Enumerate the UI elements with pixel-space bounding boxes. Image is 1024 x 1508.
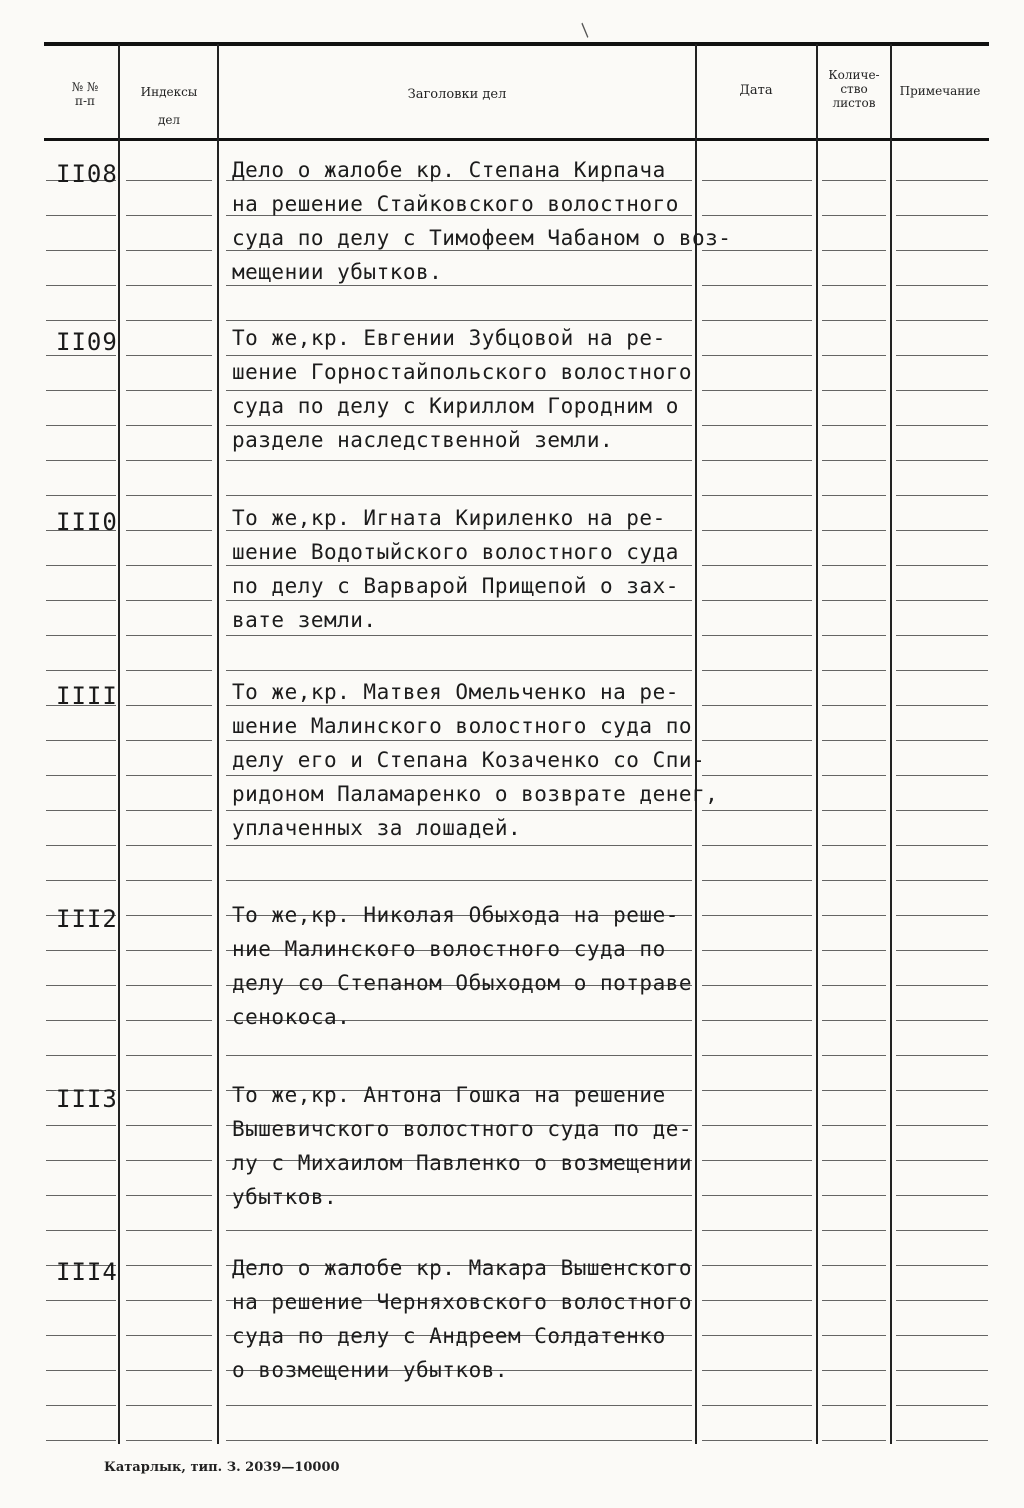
form-ruling bbox=[896, 810, 988, 811]
form-ruling bbox=[126, 1265, 212, 1266]
form-ruling bbox=[896, 425, 988, 426]
form-ruling bbox=[896, 285, 988, 286]
form-ruling bbox=[702, 1055, 812, 1056]
printer-imprint: Катарлык, тип. З. 2039—10000 bbox=[104, 1460, 340, 1475]
form-ruling bbox=[226, 1405, 692, 1406]
form-ruling bbox=[46, 740, 116, 741]
form-ruling bbox=[822, 285, 886, 286]
header-col-notes: Примечание bbox=[899, 84, 981, 98]
form-ruling bbox=[896, 1405, 988, 1406]
form-ruling bbox=[126, 320, 212, 321]
case-title-line: шение Водотыйского волостного суда bbox=[232, 540, 679, 564]
form-ruling bbox=[226, 460, 692, 461]
form-ruling bbox=[702, 495, 812, 496]
form-ruling bbox=[126, 390, 212, 391]
form-ruling bbox=[822, 530, 886, 531]
form-ruling bbox=[896, 985, 988, 986]
form-ruling bbox=[822, 425, 886, 426]
form-ruling bbox=[896, 530, 988, 531]
form-ruling bbox=[702, 390, 812, 391]
form-ruling bbox=[126, 1195, 212, 1196]
form-ruling bbox=[822, 1300, 886, 1301]
case-number: III2 bbox=[56, 905, 118, 933]
form-ruling bbox=[822, 950, 886, 951]
form-ruling bbox=[896, 355, 988, 356]
form-ruling bbox=[822, 1440, 886, 1441]
form-ruling bbox=[226, 810, 692, 811]
form-ruling bbox=[126, 740, 212, 741]
form-ruling bbox=[46, 775, 116, 776]
form-ruling bbox=[822, 880, 886, 881]
form-ruling bbox=[822, 1160, 886, 1161]
form-ruling bbox=[46, 285, 116, 286]
header-col-sheets: Количе- ство листов bbox=[828, 68, 880, 110]
form-ruling bbox=[702, 1090, 812, 1091]
form-ruling bbox=[226, 250, 692, 251]
form-ruling bbox=[126, 355, 212, 356]
form-ruling bbox=[896, 705, 988, 706]
form-ruling bbox=[46, 1230, 116, 1231]
form-ruling bbox=[822, 1125, 886, 1126]
case-number: IIII bbox=[56, 682, 118, 710]
case-number: III3 bbox=[56, 1085, 118, 1113]
form-ruling bbox=[896, 1265, 988, 1266]
form-ruling bbox=[702, 1195, 812, 1196]
form-ruling bbox=[896, 1230, 988, 1231]
case-title-line: суда по делу с Тимофеем Чабаном о воз- bbox=[232, 226, 732, 250]
case-title-line: о возмещении убытков. bbox=[232, 1358, 509, 1382]
corner-mark: / bbox=[575, 20, 595, 41]
case-title-line: разделе наследственной земли. bbox=[232, 428, 614, 452]
form-ruling bbox=[226, 670, 692, 671]
case-title-line: на решение Черняховского волостного bbox=[232, 1290, 693, 1314]
form-ruling bbox=[226, 775, 692, 776]
case-title-line: То же,кр. Евгении Зубцовой на ре- bbox=[232, 326, 666, 350]
form-ruling bbox=[126, 215, 212, 216]
form-ruling bbox=[822, 1020, 886, 1021]
form-ruling bbox=[896, 1020, 988, 1021]
form-ruling bbox=[896, 1300, 988, 1301]
form-ruling bbox=[126, 600, 212, 601]
form-ruling bbox=[46, 950, 116, 951]
form-ruling bbox=[702, 705, 812, 706]
form-ruling bbox=[226, 1440, 692, 1441]
case-title-line: То же,кр. Матвея Омельченко на ре- bbox=[232, 680, 679, 704]
form-ruling bbox=[702, 285, 812, 286]
case-title-line: шение Горностайпольского волостного bbox=[232, 360, 693, 384]
form-ruling bbox=[896, 845, 988, 846]
form-ruling bbox=[46, 1020, 116, 1021]
form-ruling bbox=[896, 600, 988, 601]
case-title-line: Дело о жалобе кр. Макара Вышенского bbox=[232, 1256, 693, 1280]
form-ruling bbox=[896, 670, 988, 671]
form-ruling bbox=[126, 425, 212, 426]
form-ruling bbox=[822, 705, 886, 706]
form-ruling bbox=[126, 1020, 212, 1021]
case-title-line: ние Малинского волостного суда по bbox=[232, 937, 666, 961]
form-ruling bbox=[896, 1195, 988, 1196]
form-ruling bbox=[226, 495, 692, 496]
form-ruling bbox=[126, 460, 212, 461]
form-ruling bbox=[46, 460, 116, 461]
form-ruling bbox=[896, 1440, 988, 1441]
form-ruling bbox=[822, 495, 886, 496]
form-ruling bbox=[226, 320, 692, 321]
form-ruling bbox=[46, 635, 116, 636]
form-ruling bbox=[702, 1125, 812, 1126]
form-ruling bbox=[822, 915, 886, 916]
header-col-num: № № п-п bbox=[71, 80, 99, 108]
form-ruling bbox=[896, 460, 988, 461]
divider-num bbox=[118, 44, 120, 1444]
form-ruling bbox=[126, 915, 212, 916]
form-ruling bbox=[896, 915, 988, 916]
top-rule bbox=[44, 42, 989, 46]
form-ruling bbox=[702, 985, 812, 986]
form-ruling bbox=[896, 775, 988, 776]
form-ruling bbox=[822, 845, 886, 846]
form-ruling bbox=[226, 635, 692, 636]
form-ruling bbox=[226, 425, 692, 426]
form-ruling bbox=[46, 1405, 116, 1406]
form-ruling bbox=[46, 985, 116, 986]
form-ruling bbox=[226, 390, 692, 391]
form-ruling bbox=[46, 425, 116, 426]
form-ruling bbox=[822, 390, 886, 391]
form-ruling bbox=[126, 1160, 212, 1161]
form-ruling bbox=[896, 250, 988, 251]
form-ruling bbox=[702, 810, 812, 811]
form-ruling bbox=[126, 985, 212, 986]
form-ruling bbox=[702, 600, 812, 601]
form-ruling bbox=[822, 810, 886, 811]
form-ruling bbox=[126, 1370, 212, 1371]
form-ruling bbox=[822, 180, 886, 181]
form-ruling bbox=[46, 845, 116, 846]
form-ruling bbox=[126, 1440, 212, 1441]
form-ruling bbox=[126, 250, 212, 251]
case-title-line: Вышевичского волостного суда по де- bbox=[232, 1117, 693, 1141]
form-ruling bbox=[822, 635, 886, 636]
form-ruling bbox=[126, 810, 212, 811]
form-ruling bbox=[702, 1440, 812, 1441]
form-ruling bbox=[126, 705, 212, 706]
form-ruling bbox=[226, 1055, 692, 1056]
header-rule bbox=[44, 138, 989, 141]
form-ruling bbox=[822, 320, 886, 321]
form-ruling bbox=[126, 1335, 212, 1336]
form-ruling bbox=[822, 1230, 886, 1231]
form-ruling bbox=[896, 180, 988, 181]
form-ruling bbox=[126, 950, 212, 951]
form-ruling bbox=[46, 390, 116, 391]
form-ruling bbox=[226, 880, 692, 881]
case-title-line: То же,кр. Игната Кириленко на ре- bbox=[232, 506, 666, 530]
header-col-titles: Заголовки дел bbox=[407, 87, 507, 102]
form-ruling bbox=[126, 1055, 212, 1056]
case-title-line: уплаченных за лошадей. bbox=[232, 816, 522, 840]
form-ruling bbox=[46, 250, 116, 251]
form-ruling bbox=[896, 565, 988, 566]
form-ruling bbox=[126, 775, 212, 776]
form-ruling bbox=[126, 880, 212, 881]
form-ruling bbox=[226, 1230, 692, 1231]
form-ruling bbox=[896, 1370, 988, 1371]
form-ruling bbox=[226, 530, 692, 531]
form-ruling bbox=[46, 670, 116, 671]
form-ruling bbox=[822, 1370, 886, 1371]
form-ruling bbox=[702, 915, 812, 916]
form-ruling bbox=[702, 635, 812, 636]
form-ruling bbox=[126, 1300, 212, 1301]
form-ruling bbox=[822, 460, 886, 461]
form-ruling bbox=[702, 845, 812, 846]
case-title-line: лу с Михаилом Павленко о возмещении bbox=[232, 1151, 693, 1175]
case-title-line: ридоном Паламаренко о возврате денег, bbox=[232, 782, 719, 806]
case-title-line: делу со Степаном Обыходом о потраве bbox=[232, 971, 693, 995]
form-ruling bbox=[702, 250, 812, 251]
form-ruling bbox=[46, 1195, 116, 1196]
case-title-line: вате земли. bbox=[232, 608, 377, 632]
case-title-line: суда по делу с Андреем Солдатенко bbox=[232, 1324, 666, 1348]
case-title-line: суда по делу с Кириллом Городним о bbox=[232, 394, 679, 418]
form-ruling bbox=[46, 1370, 116, 1371]
form-ruling bbox=[226, 600, 692, 601]
case-title-line: на решение Стайковского волостного bbox=[232, 192, 679, 216]
header-col-index: Индексы дел bbox=[140, 85, 198, 127]
form-ruling bbox=[126, 530, 212, 531]
divider-titles bbox=[695, 44, 697, 1444]
form-ruling bbox=[46, 1125, 116, 1126]
form-ruling bbox=[896, 215, 988, 216]
form-ruling bbox=[702, 530, 812, 531]
form-ruling bbox=[226, 355, 692, 356]
form-ruling bbox=[822, 565, 886, 566]
form-ruling bbox=[126, 565, 212, 566]
form-ruling bbox=[896, 950, 988, 951]
form-ruling bbox=[896, 1125, 988, 1126]
form-ruling bbox=[702, 1405, 812, 1406]
form-ruling bbox=[896, 1335, 988, 1336]
form-ruling bbox=[822, 775, 886, 776]
form-ruling bbox=[896, 880, 988, 881]
form-ruling bbox=[46, 1300, 116, 1301]
divider-index bbox=[217, 44, 219, 1444]
form-ruling bbox=[126, 635, 212, 636]
form-ruling bbox=[822, 600, 886, 601]
form-ruling bbox=[226, 705, 692, 706]
form-ruling bbox=[896, 635, 988, 636]
form-ruling bbox=[702, 460, 812, 461]
case-title-line: по делу с Варварой Прищепой о зах- bbox=[232, 574, 679, 598]
form-ruling bbox=[126, 495, 212, 496]
form-ruling bbox=[822, 1055, 886, 1056]
form-ruling bbox=[126, 845, 212, 846]
form-ruling bbox=[822, 1265, 886, 1266]
form-ruling bbox=[702, 1335, 812, 1336]
form-ruling bbox=[126, 670, 212, 671]
form-ruling bbox=[702, 1020, 812, 1021]
case-number: II08 bbox=[56, 160, 118, 188]
form-ruling bbox=[226, 565, 692, 566]
form-ruling bbox=[822, 670, 886, 671]
form-ruling bbox=[702, 320, 812, 321]
form-ruling bbox=[702, 880, 812, 881]
form-ruling bbox=[126, 1125, 212, 1126]
header-col-date: Дата bbox=[739, 83, 773, 98]
divider-date bbox=[816, 44, 818, 1444]
form-ruling bbox=[126, 285, 212, 286]
form-ruling bbox=[702, 1230, 812, 1231]
form-ruling bbox=[46, 880, 116, 881]
form-ruling bbox=[46, 215, 116, 216]
form-ruling bbox=[226, 845, 692, 846]
form-ruling bbox=[226, 740, 692, 741]
form-ruling bbox=[126, 180, 212, 181]
form-ruling bbox=[822, 985, 886, 986]
form-ruling bbox=[896, 320, 988, 321]
case-title-line: сенокоса. bbox=[232, 1005, 351, 1029]
form-ruling bbox=[702, 1370, 812, 1371]
form-ruling bbox=[46, 600, 116, 601]
case-title-line: мещении убытков. bbox=[232, 260, 443, 284]
form-ruling bbox=[46, 495, 116, 496]
case-title-line: убытков. bbox=[232, 1185, 338, 1209]
form-ruling bbox=[896, 1160, 988, 1161]
form-ruling bbox=[46, 810, 116, 811]
form-ruling bbox=[702, 355, 812, 356]
case-title-line: Дело о жалобе кр. Степана Кирпача bbox=[232, 158, 666, 182]
form-ruling bbox=[822, 740, 886, 741]
form-ruling bbox=[126, 1090, 212, 1091]
form-ruling bbox=[46, 320, 116, 321]
form-ruling bbox=[702, 1265, 812, 1266]
form-ruling bbox=[822, 1405, 886, 1406]
form-ruling bbox=[702, 670, 812, 671]
form-ruling bbox=[46, 565, 116, 566]
form-ruling bbox=[822, 250, 886, 251]
form-ruling bbox=[702, 1160, 812, 1161]
case-number: III0 bbox=[56, 508, 118, 536]
form-ruling bbox=[702, 950, 812, 951]
form-ruling bbox=[702, 215, 812, 216]
form-ruling bbox=[46, 1335, 116, 1336]
case-title-line: То же,кр. Антона Гошка на решение bbox=[232, 1083, 666, 1107]
case-number: II09 bbox=[56, 328, 118, 356]
form-ruling bbox=[126, 1230, 212, 1231]
form-ruling bbox=[822, 1090, 886, 1091]
form-ruling bbox=[896, 1055, 988, 1056]
form-ruling bbox=[822, 355, 886, 356]
divider-sheets bbox=[890, 44, 892, 1444]
case-title-line: То же,кр. Николая Обыхода на реше- bbox=[232, 903, 679, 927]
form-ruling bbox=[822, 1195, 886, 1196]
form-ruling bbox=[46, 1160, 116, 1161]
form-ruling bbox=[896, 740, 988, 741]
form-ruling bbox=[46, 1055, 116, 1056]
case-title-line: шение Малинского волостного суда по bbox=[232, 714, 693, 738]
form-ruling bbox=[702, 1300, 812, 1301]
form-ruling bbox=[822, 1335, 886, 1336]
case-number: III4 bbox=[56, 1258, 118, 1286]
form-ruling bbox=[896, 1090, 988, 1091]
form-ruling bbox=[126, 1405, 212, 1406]
form-ruling bbox=[226, 285, 692, 286]
form-ruling bbox=[702, 740, 812, 741]
form-ruling bbox=[896, 495, 988, 496]
form-ruling bbox=[896, 390, 988, 391]
form-ruling bbox=[702, 180, 812, 181]
form-ruling bbox=[46, 1440, 116, 1441]
form-ruling bbox=[702, 775, 812, 776]
form-ruling bbox=[702, 565, 812, 566]
form-ruling bbox=[822, 215, 886, 216]
case-title-line: делу его и Степана Козаченко со Спи- bbox=[232, 748, 706, 772]
form-ruling bbox=[702, 425, 812, 426]
